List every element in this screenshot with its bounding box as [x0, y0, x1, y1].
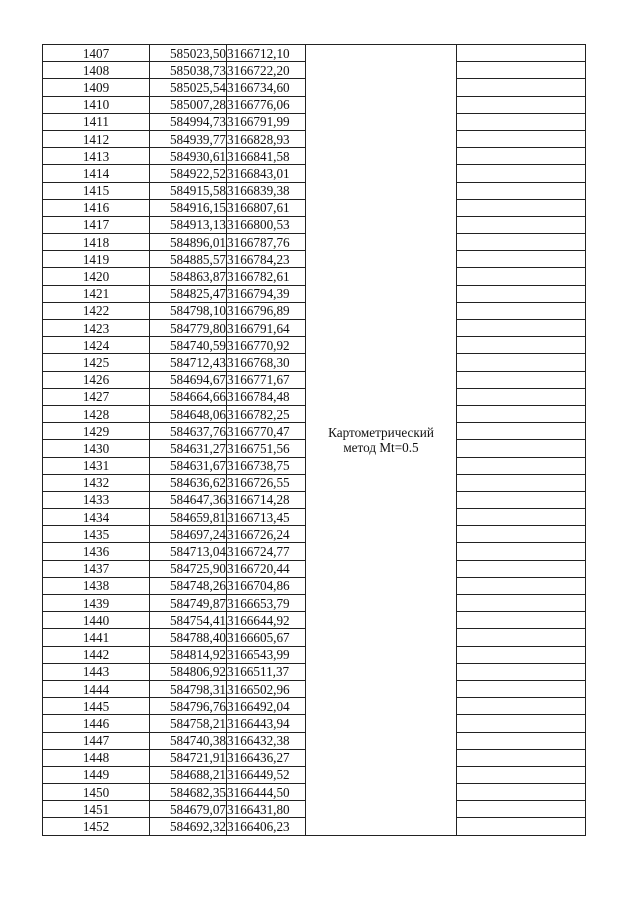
empty-cell [457, 491, 586, 508]
y-coordinate-cell: 3166738,75 [227, 457, 306, 474]
y-coordinate-cell: 3166791,99 [227, 113, 306, 130]
y-coordinate-cell: 3166791,64 [227, 320, 306, 337]
y-coordinate-cell: 3166713,45 [227, 509, 306, 526]
point-number-cell: 1415 [43, 182, 150, 199]
point-number-cell: 1440 [43, 612, 150, 629]
empty-cell [457, 371, 586, 388]
coordinates-table-body [43, 45, 586, 836]
x-coordinate-cell: 584725,90 [150, 560, 227, 577]
y-coordinate-cell: 3166502,96 [227, 680, 306, 697]
x-coordinate-cell: 584885,57 [150, 251, 227, 268]
x-coordinate-cell: 584863,87 [150, 268, 227, 285]
x-coordinate-cell: 584806,92 [150, 663, 227, 680]
point-number-cell: 1443 [43, 663, 150, 680]
x-coordinate-cell: 584754,41 [150, 612, 227, 629]
empty-cell [457, 354, 586, 371]
point-number-cell: 1449 [43, 766, 150, 783]
empty-cell [457, 440, 586, 457]
x-coordinate-cell: 584788,40 [150, 629, 227, 646]
empty-cell [457, 629, 586, 646]
x-coordinate-cell: 584688,21 [150, 766, 227, 783]
x-coordinate-cell: 584664,66 [150, 388, 227, 405]
y-coordinate-cell: 3166794,39 [227, 285, 306, 302]
point-number-cell: 1438 [43, 577, 150, 594]
x-coordinate-cell: 584758,21 [150, 715, 227, 732]
empty-cell [457, 388, 586, 405]
empty-cell [457, 251, 586, 268]
y-coordinate-cell: 3166776,06 [227, 96, 306, 113]
empty-cell [457, 405, 586, 422]
y-coordinate-cell: 3166543,99 [227, 646, 306, 663]
empty-cell [457, 543, 586, 560]
y-coordinate-cell: 3166782,61 [227, 268, 306, 285]
point-number-cell: 1414 [43, 165, 150, 182]
x-coordinate-cell: 585023,50 [150, 45, 227, 62]
x-coordinate-cell: 585038,73 [150, 62, 227, 79]
y-coordinate-cell: 3166768,30 [227, 354, 306, 371]
y-coordinate-cell: 3166807,61 [227, 199, 306, 216]
x-coordinate-cell: 584697,24 [150, 526, 227, 543]
point-number-cell: 1439 [43, 595, 150, 612]
x-coordinate-cell: 584814,92 [150, 646, 227, 663]
method-text: Картометрический [328, 424, 434, 440]
x-coordinate-cell: 584913,13 [150, 216, 227, 233]
point-number-cell: 1421 [43, 285, 150, 302]
empty-cell [457, 234, 586, 251]
y-coordinate-cell: 3166771,67 [227, 371, 306, 388]
x-coordinate-cell: 584825,47 [150, 285, 227, 302]
empty-cell [457, 715, 586, 732]
point-number-cell: 1425 [43, 354, 150, 371]
y-coordinate-cell: 3166841,58 [227, 148, 306, 165]
empty-cell [457, 595, 586, 612]
empty-cell [457, 423, 586, 440]
point-number-cell: 1437 [43, 560, 150, 577]
y-coordinate-cell: 3166734,60 [227, 79, 306, 96]
point-number-cell: 1432 [43, 474, 150, 491]
y-coordinate-cell: 3166796,89 [227, 302, 306, 319]
empty-cell [457, 698, 586, 715]
point-number-cell: 1433 [43, 491, 150, 508]
empty-cell [457, 302, 586, 319]
point-number-cell: 1441 [43, 629, 150, 646]
point-number-cell: 1417 [43, 216, 150, 233]
x-coordinate-cell: 584740,38 [150, 732, 227, 749]
point-number-cell: 1436 [43, 543, 150, 560]
empty-cell [457, 509, 586, 526]
x-coordinate-cell: 584915,58 [150, 182, 227, 199]
y-coordinate-cell: 3166436,27 [227, 749, 306, 766]
y-coordinate-cell: 3166492,04 [227, 698, 306, 715]
x-coordinate-cell: 584930,61 [150, 148, 227, 165]
y-coordinate-cell: 3166443,94 [227, 715, 306, 732]
empty-cell [457, 801, 586, 818]
empty-cell [457, 337, 586, 354]
y-coordinate-cell: 3166653,79 [227, 595, 306, 612]
x-coordinate-cell: 584721,91 [150, 749, 227, 766]
y-coordinate-cell: 3166770,92 [227, 337, 306, 354]
table-row [43, 45, 586, 62]
empty-cell [457, 148, 586, 165]
empty-cell [457, 320, 586, 337]
empty-cell [457, 560, 586, 577]
x-coordinate-cell: 584796,76 [150, 698, 227, 715]
point-number-cell: 1442 [43, 646, 150, 663]
x-coordinate-cell: 584682,35 [150, 784, 227, 801]
y-coordinate-cell: 3166720,44 [227, 560, 306, 577]
empty-cell [457, 96, 586, 113]
point-number-cell: 1418 [43, 234, 150, 251]
point-number-cell: 1430 [43, 440, 150, 457]
empty-cell [457, 749, 586, 766]
y-coordinate-cell: 3166712,10 [227, 45, 306, 62]
x-coordinate-cell: 585025,54 [150, 79, 227, 96]
y-coordinate-cell: 3166432,38 [227, 732, 306, 749]
x-coordinate-cell: 584749,87 [150, 595, 227, 612]
y-coordinate-cell: 3166839,38 [227, 182, 306, 199]
y-coordinate-cell: 3166843,01 [227, 165, 306, 182]
y-coordinate-cell: 3166770,47 [227, 423, 306, 440]
empty-cell [457, 732, 586, 749]
empty-cell [457, 577, 586, 594]
y-coordinate-cell: 3166644,92 [227, 612, 306, 629]
empty-cell [457, 784, 586, 801]
point-number-cell: 1408 [43, 62, 150, 79]
x-coordinate-cell: 584798,10 [150, 302, 227, 319]
x-coordinate-cell: 584637,76 [150, 423, 227, 440]
empty-cell [457, 216, 586, 233]
y-coordinate-cell: 3166605,67 [227, 629, 306, 646]
y-coordinate-cell: 3166782,25 [227, 405, 306, 422]
y-coordinate-cell: 3166726,24 [227, 526, 306, 543]
empty-cell [457, 474, 586, 491]
x-coordinate-cell: 584659,81 [150, 509, 227, 526]
x-coordinate-cell: 584648,06 [150, 405, 227, 422]
x-coordinate-cell: 584916,15 [150, 199, 227, 216]
empty-cell [457, 457, 586, 474]
y-coordinate-cell: 3166828,93 [227, 130, 306, 147]
point-number-cell: 1422 [43, 302, 150, 319]
y-coordinate-cell: 3166726,55 [227, 474, 306, 491]
point-number-cell: 1447 [43, 732, 150, 749]
x-coordinate-cell: 584922,52 [150, 165, 227, 182]
empty-cell [457, 113, 586, 130]
y-coordinate-cell: 3166431,80 [227, 801, 306, 818]
empty-cell [457, 526, 586, 543]
x-coordinate-cell: 584939,77 [150, 130, 227, 147]
x-coordinate-cell: 584896,01 [150, 234, 227, 251]
coordinates-table [42, 44, 586, 836]
empty-cell [457, 62, 586, 79]
point-number-cell: 1434 [43, 509, 150, 526]
point-number-cell: 1431 [43, 457, 150, 474]
point-number-cell: 1444 [43, 680, 150, 697]
empty-cell [457, 646, 586, 663]
point-number-cell: 1411 [43, 113, 150, 130]
y-coordinate-cell: 3166714,28 [227, 491, 306, 508]
empty-cell [457, 268, 586, 285]
point-number-cell: 1426 [43, 371, 150, 388]
y-coordinate-cell: 3166704,86 [227, 577, 306, 594]
x-coordinate-cell: 584779,80 [150, 320, 227, 337]
empty-cell [457, 130, 586, 147]
point-number-cell: 1427 [43, 388, 150, 405]
y-coordinate-cell: 3166511,37 [227, 663, 306, 680]
empty-cell [457, 79, 586, 96]
point-number-cell: 1410 [43, 96, 150, 113]
x-coordinate-cell: 584631,67 [150, 457, 227, 474]
y-coordinate-cell: 3166751,56 [227, 440, 306, 457]
x-coordinate-cell: 584740,59 [150, 337, 227, 354]
y-coordinate-cell: 3166784,48 [227, 388, 306, 405]
x-coordinate-cell: 584994,73 [150, 113, 227, 130]
x-coordinate-cell: 584647,36 [150, 491, 227, 508]
point-number-cell: 1451 [43, 801, 150, 818]
y-coordinate-cell: 3166724,77 [227, 543, 306, 560]
x-coordinate-cell: 584713,04 [150, 543, 227, 560]
point-number-cell: 1429 [43, 423, 150, 440]
x-coordinate-cell: 584631,27 [150, 440, 227, 457]
y-coordinate-cell: 3166722,20 [227, 62, 306, 79]
point-number-cell: 1445 [43, 698, 150, 715]
empty-cell [457, 766, 586, 783]
point-number-cell: 1435 [43, 526, 150, 543]
x-coordinate-cell: 584692,32 [150, 818, 227, 835]
y-coordinate-cell: 3166784,23 [227, 251, 306, 268]
method-cell [306, 45, 457, 836]
empty-cell [457, 663, 586, 680]
y-coordinate-cell: 3166406,23 [227, 818, 306, 835]
y-coordinate-cell: 3166800,53 [227, 216, 306, 233]
empty-cell [457, 199, 586, 216]
point-number-cell: 1412 [43, 130, 150, 147]
point-number-cell: 1450 [43, 784, 150, 801]
point-number-cell: 1409 [43, 79, 150, 96]
empty-cell [457, 182, 586, 199]
x-coordinate-cell: 584798,31 [150, 680, 227, 697]
point-number-cell: 1420 [43, 268, 150, 285]
x-coordinate-cell: 584748,26 [150, 577, 227, 594]
x-coordinate-cell: 584679,07 [150, 801, 227, 818]
point-number-cell: 1448 [43, 749, 150, 766]
point-number-cell: 1423 [43, 320, 150, 337]
empty-cell [457, 818, 586, 835]
x-coordinate-cell: 584636,62 [150, 474, 227, 491]
y-coordinate-cell: 3166449,52 [227, 766, 306, 783]
x-coordinate-cell: 584694,67 [150, 371, 227, 388]
y-coordinate-cell: 3166444,50 [227, 784, 306, 801]
point-number-cell: 1407 [43, 45, 150, 62]
point-number-cell: 1428 [43, 405, 150, 422]
y-coordinate-cell: 3166787,76 [227, 234, 306, 251]
point-number-cell: 1419 [43, 251, 150, 268]
empty-cell [457, 612, 586, 629]
empty-cell [457, 285, 586, 302]
point-number-cell: 1452 [43, 818, 150, 835]
x-coordinate-cell: 585007,28 [150, 96, 227, 113]
point-number-cell: 1413 [43, 148, 150, 165]
point-number-cell: 1424 [43, 337, 150, 354]
empty-cell [457, 165, 586, 182]
empty-cell [457, 45, 586, 62]
empty-cell [457, 680, 586, 697]
method-text: метод Mt=0.5 [343, 439, 419, 455]
x-coordinate-cell: 584712,43 [150, 354, 227, 371]
point-number-cell: 1416 [43, 199, 150, 216]
point-number-cell: 1446 [43, 715, 150, 732]
